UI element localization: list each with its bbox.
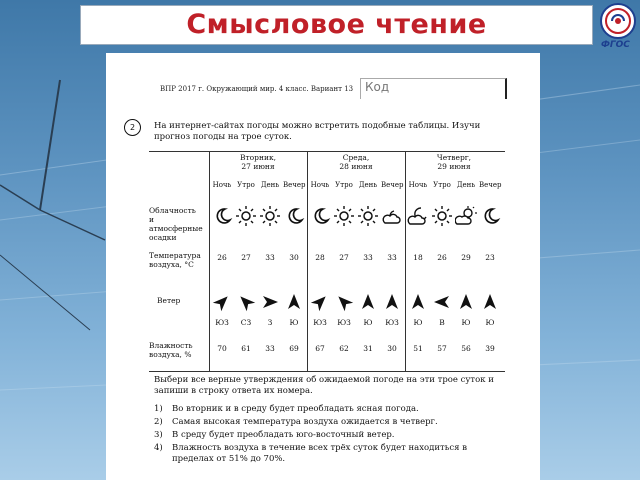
arrow-n-icon <box>455 291 477 313</box>
temperature-cell: 27 <box>241 253 251 262</box>
sun-cloud-icon <box>455 205 477 227</box>
temperature-cell: 29 <box>461 253 471 262</box>
moon-icon <box>479 205 501 227</box>
temperature-cell: 33 <box>265 253 275 262</box>
code-label: Код <box>365 80 390 94</box>
humidity-cell: 33 <box>265 344 275 353</box>
day-header: Среда, 28 июня <box>339 153 373 171</box>
task-instruction: Выбери все верные утверждения об ожидаемой погоде на эти трое суток и запиши в строку ответа их номера. <box>154 375 494 396</box>
humidity-row-label: Влажность воздуха, % <box>149 341 193 359</box>
humidity-cell: 57 <box>437 344 447 353</box>
wind-direction-cell: Ю <box>413 318 423 327</box>
humidity-cell: 51 <box>413 344 423 353</box>
document-page: ВПР 2017 г. Окружающий мир. 4 класс. Вариант 13 Код 2 На интернет-сайтах погоды можно встретить подобные таблицы. Изучи прогноз погоды на трое суток. Вторник, 27 июня Среда, 28 июня Четверг, 29 июня Облачность и атмосферные осадки Температура воздуха, °С Ветер Влажность воздуха, % Ночь Утро День Вечер Ночь Утро День Вечер Ночь Утро День Вечер 26 27 33 30 28 27 33 33 18 26 29 23 ЮЗ СЗ З Ю ЮЗ ЮЗ Ю ЮЗ Ю В Ю Ю 70 61 33 69 67 62 31 30 51 57 56 39 Выбери все верные утверждения об ожидаемой погоде на эти трое суток и запиши в строку ответа их номера. 1) Во вторник и в среду будет преобладать ясная погода. 2) Самая высокая температура воздуха ожидается в четверг. 3) В среду будет преобладать юго-восточный ветер. 4) Влажность воздуха в течение всех трёх суток будет находиться в пределах от 51% до 70%. <box>106 53 540 480</box>
arrow-e-icon <box>259 291 281 313</box>
temperature-cell: 18 <box>413 253 423 262</box>
temperature-cell: 26 <box>437 253 447 262</box>
time-column-header: Вечер <box>479 181 502 189</box>
code-field[interactable] <box>360 78 507 99</box>
humidity-cell: 39 <box>485 344 495 353</box>
arrow-n-icon <box>479 291 501 313</box>
humidity-cell: 62 <box>339 344 349 353</box>
time-column-header: Ночь <box>408 181 428 189</box>
temperature-row-label: Температура воздуха, °С <box>149 251 201 269</box>
moon-icon <box>309 205 331 227</box>
arrow-n-icon <box>357 291 379 313</box>
time-column-header: Утро <box>237 181 255 189</box>
arrow-ne-icon <box>309 291 331 313</box>
wind-direction-cell: ЮЗ <box>385 318 399 327</box>
arrow-n-icon <box>407 291 429 313</box>
wind-direction-cell: Ю <box>289 318 299 327</box>
cloud-sun-icon <box>381 205 403 227</box>
arrow-nw-icon <box>235 291 257 313</box>
humidity-cell: 70 <box>217 344 227 353</box>
slide-title: Смысловое чтение <box>186 9 487 40</box>
temperature-cell: 26 <box>217 253 227 262</box>
wind-direction-cell: В <box>439 318 445 327</box>
temperature-cell: 28 <box>315 253 325 262</box>
wind-direction-cell: ЮЗ <box>313 318 327 327</box>
time-column-header: Утро <box>433 181 451 189</box>
humidity-cell: 67 <box>315 344 325 353</box>
humidity-cell: 31 <box>363 344 373 353</box>
day-header: Вторник, 27 июня <box>239 153 277 171</box>
humidity-cell: 56 <box>461 344 471 353</box>
moon-icon <box>283 205 305 227</box>
weather-table <box>149 151 505 371</box>
cloud-moon-icon <box>407 205 429 227</box>
time-column-header: Вечер <box>283 181 306 189</box>
humidity-cell: 30 <box>387 344 397 353</box>
wind-row-label: Ветер <box>157 296 181 305</box>
arrow-nw-icon <box>333 291 355 313</box>
wind-direction-cell: СЗ <box>240 318 252 327</box>
task-number: 2 <box>124 119 141 136</box>
time-column-header: Ночь <box>212 181 232 189</box>
humidity-cell: 61 <box>241 344 251 353</box>
time-column-header: Утро <box>335 181 353 189</box>
time-column-header: Вечер <box>381 181 404 189</box>
moon-icon <box>211 205 233 227</box>
arrow-n-icon <box>283 291 305 313</box>
time-column-header: Ночь <box>310 181 330 189</box>
sun-icon <box>431 205 453 227</box>
wind-direction-cell: ЮЗ <box>337 318 351 327</box>
time-column-header: День <box>358 181 378 189</box>
arrow-ne-icon <box>211 291 233 313</box>
slide-title-bar <box>80 5 593 45</box>
logo-text: ФГОС <box>601 40 630 50</box>
document-header: ВПР 2017 г. Окружающий мир. 4 класс. Вариант 13 <box>160 85 354 93</box>
arrow-n-icon <box>381 291 403 313</box>
sun-icon <box>259 205 281 227</box>
humidity-cell: 69 <box>289 344 299 353</box>
day-header: Четверг, 29 июня <box>436 153 472 171</box>
wind-direction-cell: З <box>267 318 273 327</box>
sun-icon <box>357 205 379 227</box>
time-column-header: День <box>456 181 476 189</box>
temperature-cell: 27 <box>339 253 349 262</box>
arrow-w-icon <box>431 291 453 313</box>
temperature-cell: 23 <box>485 253 495 262</box>
temperature-cell: 33 <box>363 253 373 262</box>
wind-direction-cell: Ю <box>363 318 373 327</box>
temperature-cell: 30 <box>289 253 299 262</box>
sun-icon <box>235 205 257 227</box>
task-intro: На интернет-сайтах погоды можно встретить подобные таблицы. Изучи прогноз погоды на трое суток. <box>154 121 481 142</box>
wind-direction-cell: Ю <box>485 318 495 327</box>
time-column-header: День <box>260 181 280 189</box>
clouds-row-label: Облачность и атмосферные осадки <box>149 206 203 242</box>
sun-icon <box>333 205 355 227</box>
wind-direction-cell: ЮЗ <box>215 318 229 327</box>
wind-direction-cell: Ю <box>461 318 471 327</box>
temperature-cell: 33 <box>387 253 397 262</box>
